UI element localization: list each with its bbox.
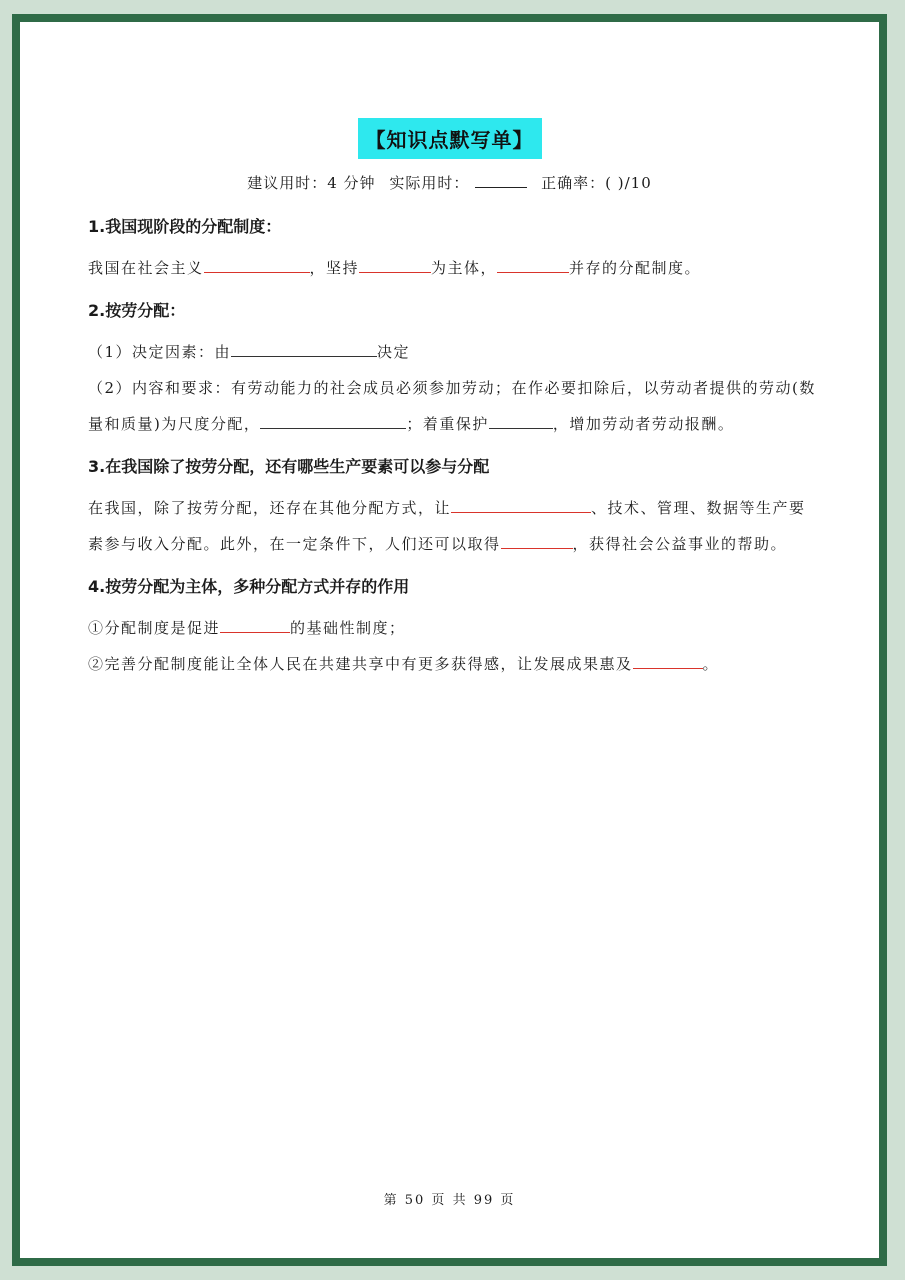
fill-blank[interactable]	[260, 412, 406, 429]
fill-blank[interactable]	[489, 412, 553, 429]
worksheet-content	[88, 212, 821, 682]
section-1-text: 我国在社会主义 ，坚持 为主体， 并存的分配制度。	[88, 250, 821, 286]
section-2-line-2: （2）内容和要求：有劳动能力的社会成员必须参加劳动；在作必要扣除后，以劳动者提供的劳动(数量和质量)为尺度分配， ；着重保护 ，增加劳动者劳动报酬。	[88, 379, 816, 433]
section-1-heading: 1.我国现阶段的分配制度：	[88, 217, 282, 236]
time-info	[20, 172, 879, 193]
section-3-text: 在我国，除了按劳分配，还存在其他分配方式，让 、技术、管理、数据等生产要素参与收入分配。此外，在一定条件下，人们还可以取得 ，获得社会公益事业的帮助。	[88, 490, 821, 562]
fill-blank[interactable]	[633, 652, 703, 669]
worksheet-title: 【知识点默写单】	[358, 118, 542, 159]
fill-blank[interactable]	[204, 256, 310, 273]
section-4-line-2: ②完善分配制度能让全体人民在共建共享中有更多获得感，让发展成果惠及 。	[88, 646, 821, 682]
section-3-heading: 3.在我国除了按劳分配，还有哪些生产要素可以参与分配	[88, 457, 490, 476]
page-frame	[12, 14, 887, 1266]
section-2-line-1: （1）决定因素：由 决定	[88, 334, 821, 370]
actual-time-label: 实际用时：	[389, 174, 470, 192]
title-wrap	[20, 118, 879, 159]
fill-blank[interactable]	[359, 256, 431, 273]
fill-blank[interactable]	[231, 340, 377, 357]
fill-blank[interactable]	[497, 256, 569, 273]
section-2-heading: 2.按劳分配：	[88, 301, 186, 320]
page-number: 第 50 页 共 99 页	[383, 1193, 516, 1208]
suggested-time: 建议用时：4 分钟	[247, 174, 376, 192]
page	[20, 22, 879, 1258]
fill-blank[interactable]	[501, 532, 573, 549]
actual-time-blank[interactable]	[475, 173, 527, 188]
fill-blank[interactable]	[451, 496, 591, 513]
section-4-line-1: ①分配制度是促进 的基础性制度；	[88, 610, 821, 646]
section-4-heading: 4.按劳分配为主体，多种分配方式并存的作用	[88, 577, 410, 596]
fill-blank[interactable]	[220, 616, 290, 633]
accuracy: 正确率：( )/10	[541, 174, 652, 192]
